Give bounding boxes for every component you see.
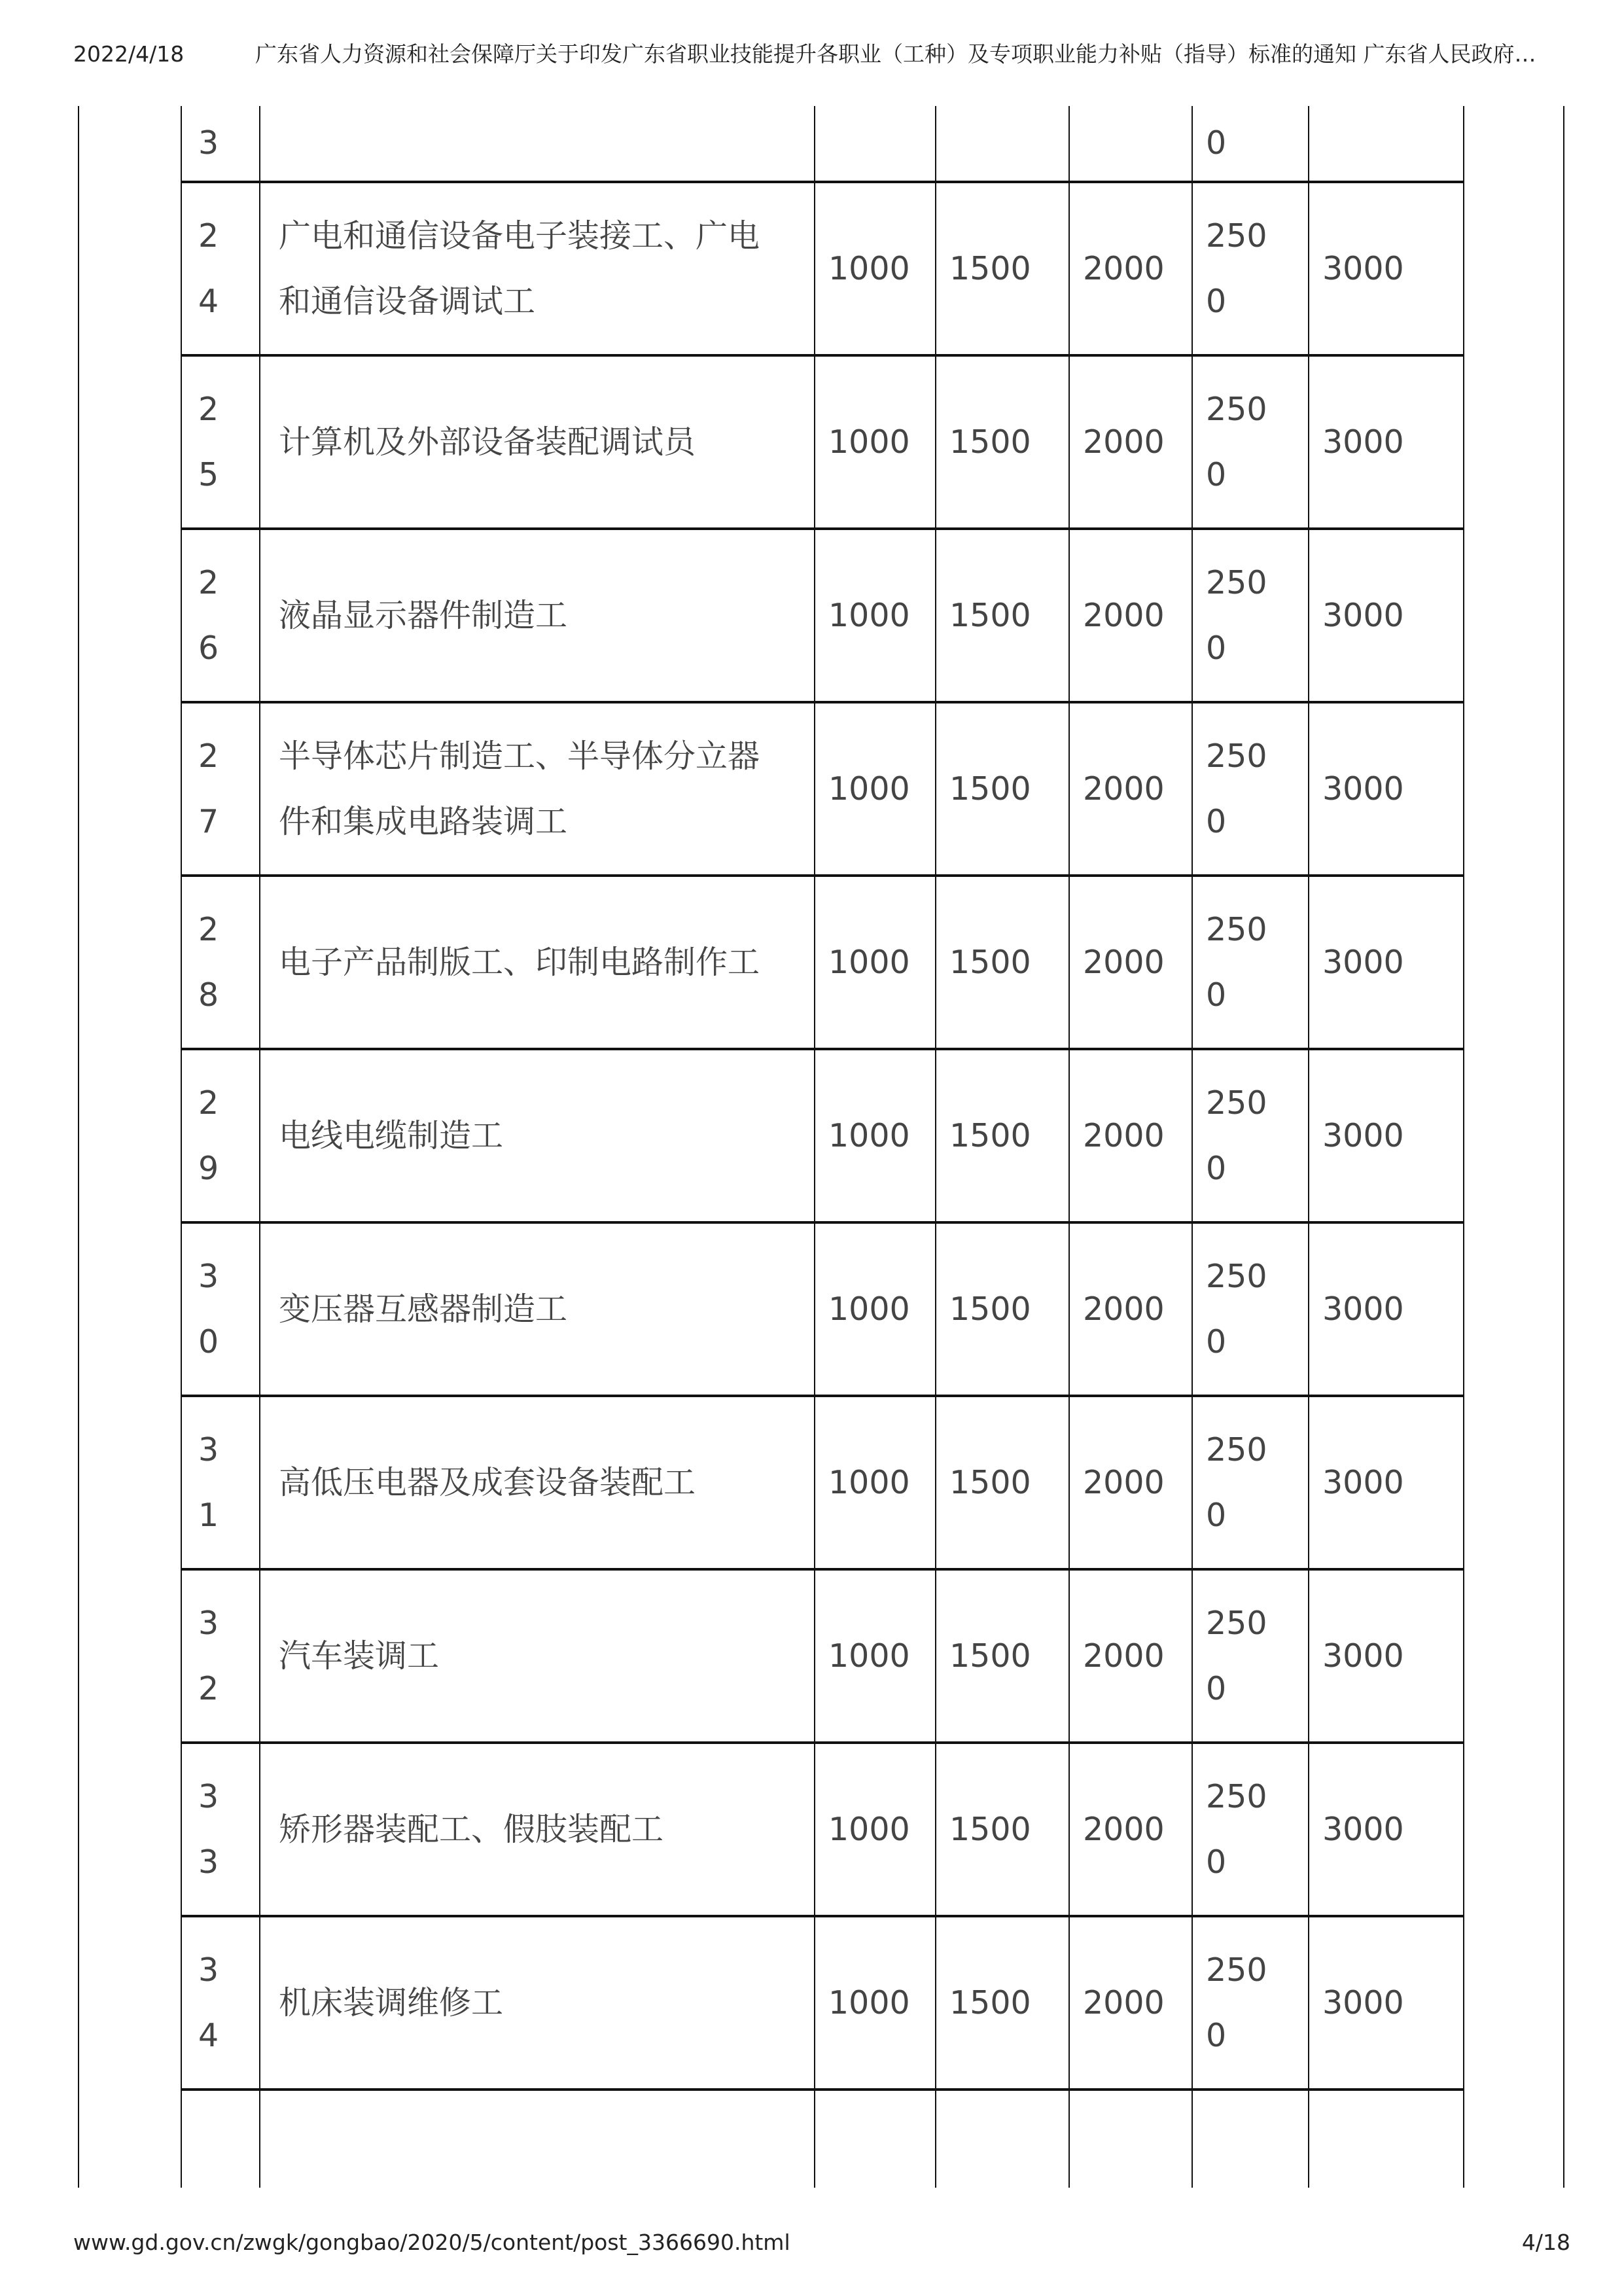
- empty-cell: [1309, 2090, 1464, 2188]
- value-text: 1000: [828, 943, 910, 981]
- occupation-name: 矫形器装配工、假肢装配工: [279, 1810, 664, 1848]
- value-text: 1000: [828, 1290, 910, 1328]
- value-text: 1000: [828, 1984, 910, 2021]
- value-text-cell: [1069, 182, 1192, 355]
- value-text: 2000: [1083, 1810, 1165, 1848]
- value-text: 2000: [1083, 770, 1165, 808]
- value-text: 2000: [1083, 596, 1165, 634]
- empty-cell: [936, 2090, 1069, 2188]
- row-number: 31: [198, 1431, 219, 1534]
- occupation-name: 电子产品制版工、印制电路制作工: [279, 943, 760, 981]
- value-text: 2000: [1083, 1463, 1165, 1501]
- value-text-cell: [1309, 876, 1464, 1049]
- value-text-cell: [1192, 182, 1309, 355]
- value-text: 3000: [1322, 1637, 1404, 1675]
- value-text-cell: [1192, 876, 1309, 1049]
- table-row: [181, 1396, 1464, 1569]
- value-text: 1500: [949, 770, 1031, 808]
- occupation-name-cell: [260, 182, 815, 355]
- value-text-cell: [1192, 529, 1309, 702]
- row-number-cell: [181, 106, 260, 182]
- table-row: [181, 1743, 1464, 1916]
- value-text-cell: [815, 529, 936, 702]
- value-text-cell: [1309, 1396, 1464, 1569]
- value-text: 2500: [1206, 737, 1267, 840]
- value-text: 2500: [1206, 1431, 1267, 1534]
- occupation-name-cell: [260, 1049, 815, 1222]
- value-text-cell: [815, 1916, 936, 2090]
- occupation-cell: [260, 106, 815, 182]
- value-text: 2000: [1083, 423, 1165, 461]
- row-number: 34: [198, 1951, 219, 2054]
- value-text-cell: [1069, 1222, 1192, 1396]
- row-number-cell: [181, 876, 260, 1049]
- empty-cell: [1192, 2090, 1309, 2188]
- row-number-cell: [181, 182, 260, 355]
- occupation-name-cell: [260, 1916, 815, 2090]
- value-text-cell: [815, 355, 936, 529]
- value-text: 2500: [1206, 1777, 1267, 1881]
- value-text: 3000: [1322, 249, 1404, 287]
- row-number-cell: [181, 1049, 260, 1222]
- value-text: 1000: [828, 249, 910, 287]
- value-text: 1000: [828, 1116, 910, 1154]
- value-text-cell: [1309, 702, 1464, 876]
- value-text: 1500: [949, 249, 1031, 287]
- value-text-cell: [1192, 702, 1309, 876]
- occupation-name: 汽车装调工: [279, 1637, 440, 1675]
- row-number-cell: [181, 1396, 260, 1569]
- value-text: 0: [1206, 124, 1227, 162]
- value-text-cell: [936, 1049, 1069, 1222]
- occupation-name: 计算机及外部设备装配调试员: [279, 423, 696, 461]
- value-text: 2500: [1206, 1257, 1267, 1361]
- value-text: 2000: [1083, 249, 1165, 287]
- row-number-cell: [181, 1222, 260, 1396]
- value-text: 1000: [828, 1637, 910, 1675]
- value-cell: [1309, 106, 1464, 182]
- value-text-cell: [815, 1569, 936, 1743]
- value-text: 3000: [1322, 1810, 1404, 1848]
- value-text: 1500: [949, 1637, 1031, 1675]
- occupation-name: 电线电缆制造工: [279, 1116, 504, 1154]
- value-text-cell: [936, 1743, 1069, 1916]
- value-cell: [815, 106, 936, 182]
- occupation-name-cell: [260, 1569, 815, 1743]
- page-number: 4/18: [1521, 2230, 1570, 2255]
- value-text-cell: [1309, 355, 1464, 529]
- row-number: 33: [198, 1777, 219, 1881]
- value-text-cell: [1192, 1049, 1309, 1222]
- value-text-cell: [936, 1916, 1069, 2090]
- row-number: 3: [198, 124, 219, 162]
- page-border-left: [78, 106, 79, 2188]
- occupation-name-cell: [260, 1222, 815, 1396]
- value-text-cell: [936, 702, 1069, 876]
- value-text-cell: [1309, 529, 1464, 702]
- row-number-cell: [181, 529, 260, 702]
- occupation-name-cell: [260, 529, 815, 702]
- value-text: 1000: [828, 1810, 910, 1848]
- occupation-name: 变压器互感器制造工: [279, 1290, 568, 1328]
- subsidy-table: [181, 106, 1464, 2188]
- value-text-cell: [1192, 1743, 1309, 1916]
- value-text-cell: [1069, 1916, 1192, 2090]
- value-text: 2000: [1083, 943, 1165, 981]
- value-text: 1000: [828, 596, 910, 634]
- value-cell: [1192, 106, 1309, 182]
- value-text: 2500: [1206, 910, 1267, 1014]
- value-text: 3000: [1322, 1463, 1404, 1501]
- value-text: 1500: [949, 1463, 1031, 1501]
- value-text: 2500: [1206, 1084, 1267, 1187]
- row-number-cell: [181, 1916, 260, 2090]
- table-row: [181, 1222, 1464, 1396]
- value-text-cell: [1309, 1049, 1464, 1222]
- value-text: 2000: [1083, 1116, 1165, 1154]
- value-text-cell: [1192, 1916, 1309, 2090]
- document-title: 广东省人力资源和社会保障厅关于印发广东省职业技能提升各职业（工种）及专项职业能力补贴（指导）标准的通知 广东省人民政府…: [255, 41, 1536, 67]
- table-row: [181, 529, 1464, 702]
- occupation-name: 高低压电器及成套设备装配工: [279, 1463, 696, 1501]
- value-text-cell: [1192, 1569, 1309, 1743]
- value-text-cell: [815, 1396, 936, 1569]
- row-number-cell: [181, 1743, 260, 1916]
- value-text: 1500: [949, 1810, 1031, 1848]
- value-text: 3000: [1322, 596, 1404, 634]
- row-number: 26: [198, 563, 219, 667]
- table-row: [181, 355, 1464, 529]
- value-text: 2000: [1083, 1290, 1165, 1328]
- table-row: [181, 1049, 1464, 1222]
- row-number: 28: [198, 910, 219, 1014]
- value-text: 1000: [828, 423, 910, 461]
- value-text: 1500: [949, 1984, 1031, 2021]
- value-text-cell: [1069, 529, 1192, 702]
- value-text-cell: [1069, 1569, 1192, 1743]
- page-border-right: [1563, 106, 1564, 2188]
- occupation-name: 广电和通信设备电子装接工、广电和通信设备调试工: [279, 217, 760, 320]
- row-number-cell: [181, 1569, 260, 1743]
- subsidy-table-container: [181, 106, 1464, 2188]
- value-text-cell: [815, 702, 936, 876]
- value-text-cell: [1192, 1396, 1309, 1569]
- value-text-cell: [1309, 1743, 1464, 1916]
- value-text: 1500: [949, 423, 1031, 461]
- value-cell: [936, 106, 1069, 182]
- value-text-cell: [1069, 702, 1192, 876]
- value-text-cell: [815, 1049, 936, 1222]
- value-text: 2000: [1083, 1984, 1165, 2021]
- value-text: 1500: [949, 1116, 1031, 1154]
- value-text: 2500: [1206, 390, 1267, 493]
- value-text: 3000: [1322, 1116, 1404, 1154]
- value-text-cell: [936, 1222, 1069, 1396]
- value-text-cell: [1069, 1743, 1192, 1916]
- table-row-partial: [181, 106, 1464, 182]
- value-text-cell: [1309, 1569, 1464, 1743]
- value-text-cell: [936, 182, 1069, 355]
- value-text: 1000: [828, 770, 910, 808]
- value-text-cell: [815, 1222, 936, 1396]
- value-text-cell: [1309, 1222, 1464, 1396]
- empty-cell: [181, 2090, 260, 2188]
- value-text-cell: [1192, 355, 1309, 529]
- row-number: 25: [198, 390, 219, 493]
- value-text: 2000: [1083, 1637, 1165, 1675]
- table-row: [181, 876, 1464, 1049]
- value-text-cell: [1309, 1916, 1464, 2090]
- value-text-cell: [936, 355, 1069, 529]
- value-text: 3000: [1322, 1984, 1404, 2021]
- value-text: 2500: [1206, 563, 1267, 667]
- value-text: 3000: [1322, 770, 1404, 808]
- row-number: 27: [198, 737, 219, 840]
- value-text-cell: [1069, 876, 1192, 1049]
- row-number: 24: [198, 217, 219, 320]
- value-text-cell: [936, 1396, 1069, 1569]
- occupation-name: 液晶显示器件制造工: [279, 596, 568, 634]
- row-number: 30: [198, 1257, 219, 1361]
- table-row: [181, 182, 1464, 355]
- value-text-cell: [936, 529, 1069, 702]
- value-text-cell: [1309, 182, 1464, 355]
- value-text: 3000: [1322, 1290, 1404, 1328]
- occupation-name-cell: [260, 876, 815, 1049]
- value-text: 2500: [1206, 1951, 1267, 2054]
- value-text-cell: [815, 1743, 936, 1916]
- row-number: 29: [198, 1084, 219, 1187]
- row-number-cell: [181, 355, 260, 529]
- value-text: 1500: [949, 943, 1031, 981]
- table-row: [181, 1569, 1464, 1743]
- value-text-cell: [1069, 355, 1192, 529]
- occupation-name-cell: [260, 1743, 815, 1916]
- empty-cell: [815, 2090, 936, 2188]
- value-text-cell: [1069, 1049, 1192, 1222]
- empty-cell: [260, 2090, 815, 2188]
- value-text: 1500: [949, 596, 1031, 634]
- value-text-cell: [815, 182, 936, 355]
- occupation-name: 半导体芯片制造工、半导体分立器件和集成电路装调工: [279, 737, 760, 840]
- print-date: 2022/4/18: [73, 41, 185, 67]
- row-number-cell: [181, 702, 260, 876]
- value-text: 2500: [1206, 217, 1267, 320]
- occupation-name-cell: [260, 1396, 815, 1569]
- table-row-empty: [181, 2090, 1464, 2188]
- value-text-cell: [936, 1569, 1069, 1743]
- value-text-cell: [1192, 1222, 1309, 1396]
- value-text-cell: [1069, 1396, 1192, 1569]
- page-url: www.gd.gov.cn/zwgk/gongbao/2020/5/content/post_3366690.html: [73, 2230, 790, 2255]
- occupation-name-cell: [260, 355, 815, 529]
- table-row: [181, 1916, 1464, 2090]
- occupation-name-cell: [260, 702, 815, 876]
- value-text: 3000: [1322, 943, 1404, 981]
- value-cell: [1069, 106, 1192, 182]
- occupation-name: 机床装调维修工: [279, 1984, 504, 2021]
- row-number: 32: [198, 1604, 219, 1707]
- value-text: 2500: [1206, 1604, 1267, 1707]
- table-row: [181, 702, 1464, 876]
- value-text: 1000: [828, 1463, 910, 1501]
- value-text-cell: [936, 876, 1069, 1049]
- empty-cell: [1069, 2090, 1192, 2188]
- value-text: 1500: [949, 1290, 1031, 1328]
- value-text-cell: [815, 876, 936, 1049]
- value-text: 3000: [1322, 423, 1404, 461]
